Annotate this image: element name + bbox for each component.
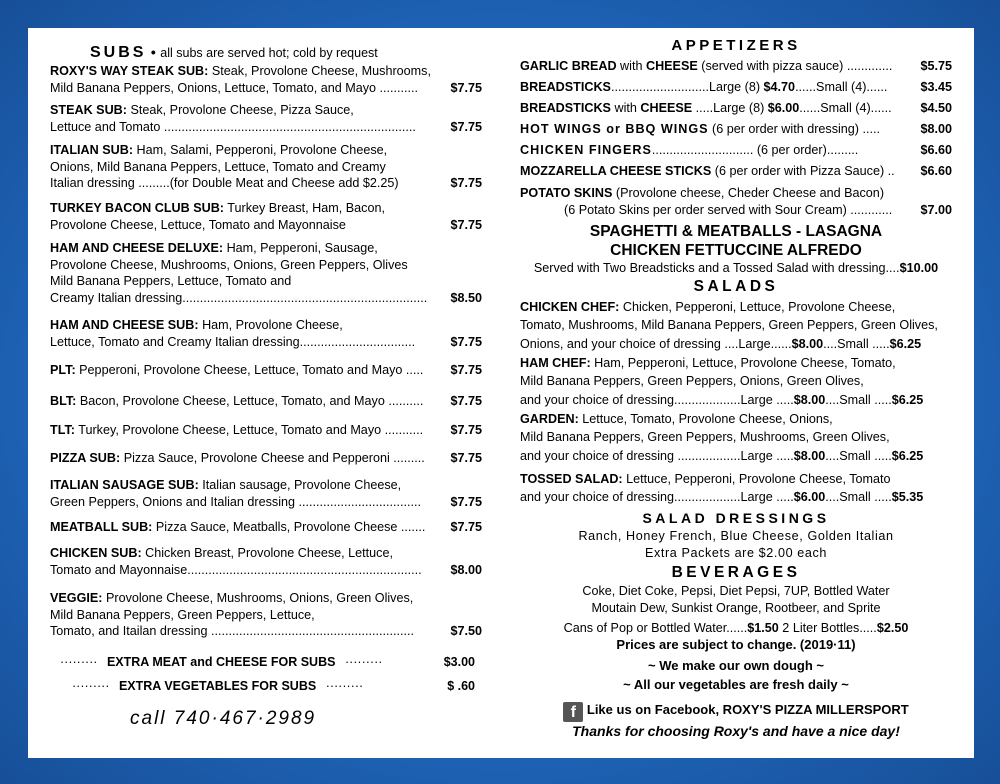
salad-sep: ....Small ..... <box>825 392 892 407</box>
salad-desc: Ham, Pepperoni, Lettuce, Provolone Cheese, Tomato, <box>594 356 896 370</box>
sub-item-last-line <box>50 623 482 640</box>
dressings-block <box>520 528 952 562</box>
sub-item <box>50 393 482 410</box>
salad-price-line <box>520 391 956 409</box>
subs-header <box>90 44 378 62</box>
appetizer-name: GARLIC BREAD <box>520 59 617 73</box>
sub-item-desc: Provolone Cheese, Mushrooms, Onions, Green Peppers, Olives <box>50 257 408 272</box>
sub-item-price: $7.75 <box>450 423 482 437</box>
appetizer-large-price: $4.70 <box>763 80 796 94</box>
sub-item-name: PIZZA SUB: <box>50 451 121 465</box>
appetizer-connector: with <box>616 59 646 73</box>
sub-item-price: $7.75 <box>450 363 482 377</box>
appetizer-text <box>520 80 918 94</box>
sub-item-price: $7.75 <box>450 80 482 95</box>
sub-item-desc: Steak, Provolone Cheese, Mushrooms, <box>211 64 431 78</box>
sub-item-desc: Provolone Cheese, Lettuce, Tomato and Mayonnaise <box>50 217 346 232</box>
appetizer-item <box>520 80 952 94</box>
appetizer-desc: ............................. (6 per order)......... <box>651 143 859 157</box>
sub-item-text <box>50 175 448 192</box>
sub-item-last-line <box>50 393 482 410</box>
beverages-line-2: Moutain Dew, Sunkist Orange, Rootbeer, and Sprite <box>591 601 881 615</box>
salad-sep: ....Small ..... <box>823 336 890 351</box>
sub-item <box>50 477 482 510</box>
sub-item-line <box>50 273 482 290</box>
sub-item <box>50 142 482 192</box>
sub-item-last-line <box>50 562 482 579</box>
sub-item-desc: Italian dressing .........(for Double Meat and Cheese add $2.25) <box>50 176 399 190</box>
sub-item-name: TURKEY BACON CLUB SUB: <box>50 201 224 215</box>
salad-last-text: and your choice of dressing...................Large ..... <box>520 392 794 407</box>
sub-item-desc: Pizza Sauce, Provolone Cheese and Pepperoni ......... <box>123 451 425 465</box>
sub-item-line <box>50 607 482 624</box>
salad-desc: Lettuce, Tomato, Provolone Cheese, Onions, <box>582 412 833 426</box>
sub-item-name: ROXY'S WAY STEAK SUB: <box>50 64 209 78</box>
salad-item <box>520 298 956 353</box>
salad-name: GARDEN: <box>520 412 579 426</box>
pasta-desc: Served with Two Breadsticks and a Tossed Salad with dressing.... <box>533 261 900 275</box>
sub-item-text <box>50 477 482 494</box>
salad-price-line <box>520 488 956 506</box>
appetizer-text <box>520 101 918 115</box>
pasta-line-1: SPAGHETTI & MEATBALLS - LASAGNA <box>589 223 883 240</box>
sub-item-text <box>50 623 448 640</box>
cans-label: Cans of Pop or Bottled Water...... <box>563 621 748 635</box>
sub-item-text <box>50 607 482 624</box>
sub-item-text <box>50 217 448 234</box>
potato-price: $7.00 <box>920 202 952 217</box>
sub-item-desc: Creamy Italian dressing...................................................................... <box>50 290 428 305</box>
potato-name: POTATO SKINS <box>520 186 613 200</box>
salad-large-price: $6.00 <box>793 490 826 505</box>
liter-label: 2 Liter Bottles..... <box>778 621 877 635</box>
sub-item <box>50 102 482 135</box>
sub-item <box>50 63 482 96</box>
veggies-note: ~ All our vegetables are fresh daily ~ <box>623 677 849 692</box>
salad-price-line <box>520 335 956 353</box>
sub-item-desc: Italian sausage, Provolone Cheese, <box>202 478 402 492</box>
dressings-list: Ranch, Honey French, Blue Cheese, Golden Italian <box>578 529 894 543</box>
subs-note: all subs are served hot; cold by request <box>160 46 378 60</box>
sub-item-text <box>50 562 448 579</box>
salad-desc: Mild Banana Peppers, Green Peppers, Onions, Green Olives, <box>520 374 864 389</box>
beverages-block <box>520 583 952 637</box>
appetizer-sep: ......Small (4)...... <box>799 101 892 115</box>
salad-line <box>520 298 956 316</box>
sub-item-text <box>50 494 448 511</box>
facebook-text: Like us on Facebook, ROXY'S PIZZA MILLERSPORT <box>586 702 909 717</box>
sub-item-name: ITALIAN SUB: <box>50 143 134 157</box>
salad-small-price: $6.25 <box>891 448 924 463</box>
appetizer-large-price: $6.00 <box>767 101 800 115</box>
salad-item <box>520 410 956 465</box>
appetizer-sep: ......Small (4)...... <box>795 80 888 94</box>
sub-item-desc: Ham, Salami, Pepperoni, Provolone Cheese, <box>136 143 388 157</box>
salad-name: HAM CHEF: <box>520 356 591 370</box>
sub-item-desc: Lettuce and Tomato ........................................................................ <box>50 119 416 134</box>
sub-item-line <box>50 257 482 274</box>
extra-meat-label: EXTRA MEAT and CHEESE FOR SUBS <box>106 655 336 669</box>
potato-skins <box>520 185 952 218</box>
sub-item-line <box>50 142 482 159</box>
appetizer-price: $5.75 <box>920 59 952 73</box>
sub-item-name: BLT: <box>50 394 77 408</box>
sub-item-desc: Bacon, Provolone Cheese, Lettuce, Tomato, and Mayo .......... <box>79 394 424 408</box>
appetizer-item <box>520 143 952 157</box>
salad-small-price: $5.35 <box>891 490 924 505</box>
appetizer-price: $4.50 <box>920 101 952 115</box>
sub-item-text <box>50 393 448 410</box>
prices-note: Prices are subject to change. (2019·11) <box>616 637 856 652</box>
liter-price: $2.50 <box>876 621 909 635</box>
thanks-note: Thanks for choosing Roxy's and have a nice day! <box>572 723 900 739</box>
sub-item-desc: Green Peppers, Onions and Italian dressing ................................... <box>50 494 421 509</box>
subs-title: SUBS <box>90 44 147 61</box>
sub-item <box>50 200 482 233</box>
sub-item-text <box>50 200 482 217</box>
sub-item-last-line <box>50 422 482 439</box>
sub-item-price: $7.75 <box>450 494 482 509</box>
sub-item-desc: Tomato and Mayonnaise................................................................... <box>50 562 422 577</box>
appetizer-text <box>520 59 918 73</box>
sub-item-last-line <box>50 217 482 234</box>
sub-item-price: $7.75 <box>450 451 482 465</box>
facebook-icon[interactable]: f <box>563 702 583 722</box>
sub-item-last-line <box>50 450 482 467</box>
appetizer-item <box>520 59 952 73</box>
sub-item-name: VEGGIE: <box>50 591 103 605</box>
sub-item-text <box>50 450 448 467</box>
salad-line <box>520 372 956 390</box>
sub-item-line <box>50 590 482 607</box>
sub-item-line <box>50 545 482 562</box>
facebook-row[interactable] <box>520 702 952 722</box>
pasta-price: $10.00 <box>899 261 939 275</box>
cans-price: $1.50 <box>747 621 779 635</box>
dressings-extra: Extra Packets are $2.00 each <box>644 546 827 560</box>
sub-item-desc: Ham, Pepperoni, Sausage, <box>226 241 378 255</box>
pasta-block <box>520 222 952 260</box>
sub-item-text <box>50 102 482 119</box>
salad-last-text: Onions, and your choice of dressing ....Large...... <box>520 336 792 351</box>
salad-desc: Tomato, Mushrooms, Mild Banana Peppers, Green Peppers, Green Olives, <box>520 318 938 333</box>
appetizer-item <box>520 122 952 136</box>
appetizer-text <box>520 164 918 178</box>
beverages-line-1: Coke, Diet Coke, Pepsi, Diet Pepsi, 7UP, Bottled Water <box>582 584 890 598</box>
appetizer-desc: (6 per order with Pizza Sauce) .. <box>711 164 895 178</box>
sub-item-line <box>50 63 482 80</box>
salad-name: TOSSED SALAD: <box>520 472 623 486</box>
sub-item <box>50 545 482 578</box>
appetizer-text <box>520 122 918 136</box>
sub-item-price: $7.75 <box>450 176 482 190</box>
sub-item-price: $8.00 <box>450 562 482 577</box>
salad-name: CHICKEN CHEF: <box>520 300 620 314</box>
extra-dots-left: ········· <box>60 655 98 669</box>
potato-desc-2: (6 Potato Skins per order served with Sour Cream) ............ <box>564 202 893 217</box>
sub-item-desc: Lettuce, Tomato and Creamy Italian dressing................................. <box>50 334 416 349</box>
sub-item-price: $8.50 <box>450 290 482 305</box>
sub-item-desc: Ham, Provolone Cheese, <box>202 318 343 332</box>
sub-item-name: HAM AND CHEESE DELUXE: <box>50 241 224 255</box>
sub-item-name: STEAK SUB: <box>50 103 127 117</box>
sub-item-last-line <box>50 334 482 351</box>
salad-last-text: and your choice of dressing ..................Large ..... <box>520 448 794 463</box>
appetizer-connector: with <box>610 101 641 115</box>
sub-item-text <box>50 545 482 562</box>
subs-bullet: • <box>150 44 156 60</box>
sub-item-text <box>50 80 448 97</box>
appetizers-title: APPETIZERS <box>671 37 801 54</box>
sub-item-text <box>50 142 482 159</box>
sub-item-text <box>50 240 482 257</box>
sub-item-text <box>50 159 482 176</box>
sub-item-text <box>50 257 482 274</box>
sub-item-desc: Mild Banana Peppers, Onions, Lettuce, Tomato, and Mayo ........... <box>50 80 418 95</box>
appetizer-desc: ............................Large (8) <box>610 80 764 94</box>
salad-sep: ....Small ..... <box>825 448 892 463</box>
appetizer-price: $6.60 <box>920 164 952 178</box>
sub-item-line <box>50 102 482 119</box>
phone-number[interactable]: call 740·467·2989 <box>130 708 317 729</box>
sub-item-desc: Steak, Provolone Cheese, Pizza Sauce, <box>130 103 354 117</box>
appetizer-name-2: CHEESE <box>645 59 698 73</box>
appetizer-name: BREADSTICKS <box>520 101 611 115</box>
extra-meat-price: $3.00 <box>443 655 475 669</box>
appetizer-desc: (6 per order with dressing) ..... <box>708 122 880 136</box>
salad-sep: ....Small ..... <box>825 490 892 505</box>
sub-item-text <box>50 590 482 607</box>
extra-dots-right: ········· <box>344 655 383 669</box>
salad-small-price: $6.25 <box>891 392 924 407</box>
dressings-title: SALAD DRESSINGS <box>642 510 830 526</box>
extra-veg-label: EXTRA VEGETABLES FOR SUBS <box>118 679 317 693</box>
extra-dots-right: ········· <box>325 679 364 693</box>
sub-item-desc: Mild Banana Peppers, Lettuce, Tomato and <box>50 274 292 288</box>
beverages-line-3 <box>520 620 952 637</box>
sub-item <box>50 590 482 640</box>
sub-item-name: PLT: <box>50 363 76 377</box>
sub-item <box>50 317 482 350</box>
sub-item-last-line <box>50 494 482 511</box>
sub-item <box>50 450 482 467</box>
sub-item-last-line <box>50 519 482 536</box>
salad-line <box>520 410 956 428</box>
sub-item-last-line <box>50 175 482 192</box>
appetizer-item <box>520 101 952 115</box>
appetizer-price: $3.45 <box>920 80 952 94</box>
salad-last-text: and your choice of dressing...................Large ..... <box>520 490 794 505</box>
sub-item-text <box>50 119 448 136</box>
sub-item-desc: Turkey Breast, Ham, Bacon, <box>227 201 385 215</box>
appetizer-name: MOZZARELLA CHEESE STICKS <box>520 164 712 178</box>
sub-item-text <box>50 519 448 536</box>
menu-page <box>28 28 974 758</box>
sub-item-desc: Mild Banana Peppers, Green Peppers, Lettuce, <box>50 607 315 622</box>
salad-line <box>520 470 956 488</box>
sub-item <box>50 519 482 536</box>
sub-item-desc: Onions, Mild Banana Peppers, Lettuce, Tomato and Creamy <box>50 159 386 174</box>
appetizer-name: BREADSTICKS <box>520 80 611 94</box>
salad-large-price: $8.00 <box>793 392 826 407</box>
appetizer-desc: .....Large (8) <box>692 101 768 115</box>
salad-price-line <box>520 447 956 465</box>
appetizer-item <box>520 164 952 178</box>
sub-item-text <box>50 362 448 379</box>
sub-item-text <box>50 334 448 351</box>
potato-desc-1: (Provolone cheese, Cheder Cheese and Bacon) <box>612 186 885 200</box>
appetizer-desc: (served with pizza sauce) ............. <box>697 59 893 73</box>
appetizer-name-2: CHEESE <box>640 101 693 115</box>
sub-item-price: $7.50 <box>450 624 482 638</box>
sub-item-desc: Pizza Sauce, Meatballs, Provolone Cheese ....... <box>155 520 426 534</box>
salad-small-price: $6.25 <box>889 336 922 351</box>
salad-desc: Chicken, Pepperoni, Lettuce, Provolone Cheese, <box>622 300 896 314</box>
sub-item-desc: Turkey, Provolone Cheese, Lettuce, Tomato and Mayo ........... <box>78 423 424 437</box>
pasta-desc-row <box>520 261 952 275</box>
sub-item-price: $7.75 <box>450 119 482 134</box>
salad-item <box>520 470 956 507</box>
salad-desc: Lettuce, Pepperoni, Provolone Cheese, Tomato <box>626 472 891 486</box>
sub-item-text <box>50 290 448 307</box>
sub-item <box>50 362 482 379</box>
salad-line <box>520 316 956 334</box>
sub-item-line <box>50 477 482 494</box>
sub-item-desc: Pepperoni, Provolone Cheese, Lettuce, Tomato and Mayo ..... <box>79 363 424 377</box>
sub-item-name: HAM AND CHEESE SUB: <box>50 318 199 332</box>
sub-item-name: MEATBALL SUB: <box>50 520 153 534</box>
appetizer-price: $6.60 <box>920 143 952 157</box>
appetizer-price: $8.00 <box>920 122 952 136</box>
sub-item-desc: Provolone Cheese, Mushrooms, Onions, Green Olives, <box>105 591 414 605</box>
sub-item-last-line <box>50 119 482 136</box>
salad-line <box>520 354 956 372</box>
salads-title: SALADS <box>693 278 779 295</box>
sub-item-text <box>50 63 482 80</box>
extra-meat-row <box>60 655 475 669</box>
sub-item-name: CHICKEN SUB: <box>50 546 142 560</box>
appetizer-text <box>520 143 918 157</box>
sub-item-price: $7.75 <box>450 520 482 534</box>
sub-item-last-line <box>50 80 482 97</box>
salad-large-price: $8.00 <box>791 336 824 351</box>
sub-item-line <box>50 159 482 176</box>
appetizer-name: CHICKEN FINGERS <box>520 143 652 157</box>
sub-item-price: $7.75 <box>450 217 482 232</box>
pasta-line-2: CHICKEN FETTUCCINE ALFREDO <box>610 242 862 259</box>
dough-note: ~ We make our own dough ~ <box>647 658 824 673</box>
beverages-title: BEVERAGES <box>671 564 801 581</box>
sub-item-last-line <box>50 290 482 307</box>
sub-item <box>50 422 482 439</box>
sub-item-name: TLT: <box>50 423 75 437</box>
sub-item-line <box>50 200 482 217</box>
sub-item-price: $7.75 <box>450 394 482 408</box>
appetizer-name: HOT WINGS or BBQ WINGS <box>520 122 709 136</box>
sub-item-line <box>50 240 482 257</box>
sub-item-line <box>50 317 482 334</box>
sub-item <box>50 240 482 306</box>
sub-item-price: $7.75 <box>450 334 482 349</box>
salad-desc: Mild Banana Peppers, Green Peppers, Mushrooms, Green Olives, <box>520 430 890 445</box>
salad-line <box>520 428 956 446</box>
sub-item-last-line <box>50 362 482 379</box>
extra-veg-row <box>72 679 475 693</box>
extra-veg-price: $ .60 <box>447 679 475 693</box>
salad-large-price: $8.00 <box>793 448 826 463</box>
sub-item-text <box>50 273 482 290</box>
sub-item-name: ITALIAN SAUSAGE SUB: <box>50 478 199 492</box>
extra-dots-left: ········· <box>72 679 110 693</box>
sub-item-desc: Chicken Breast, Provolone Cheese, Lettuce, <box>145 546 393 560</box>
sub-item-text <box>50 422 448 439</box>
salad-item <box>520 354 956 409</box>
sub-item-desc: Tomato, and Itailan dressing .......................................................... <box>50 624 414 638</box>
sub-item-text <box>50 317 482 334</box>
